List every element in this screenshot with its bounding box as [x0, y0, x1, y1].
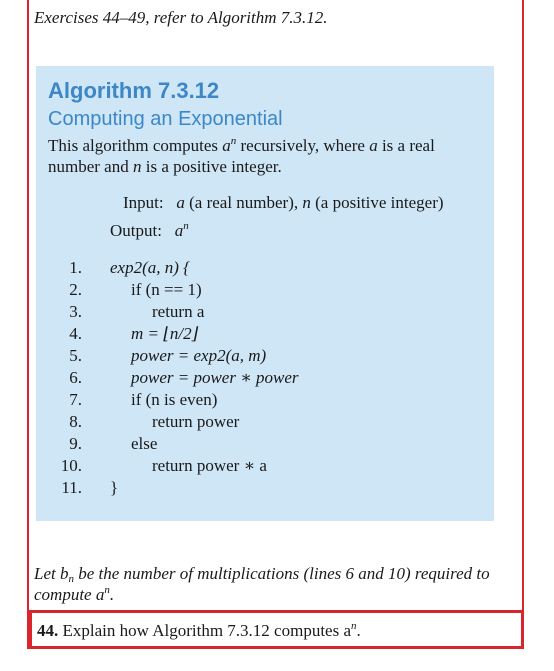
prompt-part: Let b: [34, 564, 69, 583]
line-number: 11.: [61, 478, 82, 497]
exercise-question: Explain how Algorithm 7.3.12 computes a: [58, 621, 351, 640]
desc-var-a: a: [222, 136, 231, 155]
output-var-a: a: [174, 221, 184, 240]
algorithm-input: [123, 193, 444, 213]
line-text: return a: [152, 302, 205, 321]
exercise-intro: Exercises 44–49, refer to Algorithm 7.3.12.: [34, 8, 328, 27]
desc-part: This algorithm computes: [48, 136, 223, 155]
line-number: 7.: [69, 390, 82, 409]
line-text: return power ∗ a: [152, 456, 267, 475]
line-number: 2.: [69, 280, 82, 299]
desc-part: is a positive integer.: [141, 157, 282, 176]
input-var-n: n: [302, 193, 311, 212]
line-text: power = exp2(a, m): [131, 346, 267, 365]
line-number: 6.: [69, 368, 82, 387]
input-var-a: a: [176, 193, 185, 212]
exercise-number: 44.: [37, 621, 59, 640]
prompt-part: be the number of multiplications (lines 6 and 10) required to compute a: [34, 564, 490, 604]
line-text: power = power ∗ power: [131, 368, 299, 387]
line-text: if (n == 1): [131, 280, 202, 299]
desc-var-n: n: [132, 157, 142, 176]
algorithm-output: [110, 221, 189, 241]
exercise-period: .: [356, 621, 361, 640]
output-label: Output:: [110, 221, 162, 240]
algorithm-description: [48, 135, 488, 177]
desc-var-a: a: [369, 136, 378, 155]
line-number: 9.: [69, 434, 82, 453]
prompt-subscript: n: [68, 573, 74, 585]
prompt-part: .: [109, 585, 115, 604]
desc-part: recursively, where: [236, 136, 370, 155]
input-text: (a real number),: [184, 193, 303, 212]
input-text: (a positive integer): [310, 193, 444, 212]
exercise-superscript: n: [351, 620, 357, 632]
line-text: if (n is even): [131, 390, 218, 409]
prompt-superscript: n: [104, 584, 110, 596]
line-text: exp2(a, n) {: [110, 258, 190, 277]
line-number: 8.: [69, 412, 82, 431]
exercise-44-box[interactable]: [29, 610, 524, 649]
line-text: return power: [152, 412, 240, 431]
line-text: m = ⌊n/2⌋: [131, 324, 199, 343]
exercise-prompt: [34, 563, 524, 605]
line-text: else: [131, 434, 158, 453]
algorithm-subtitle: Computing an Exponential: [48, 108, 283, 130]
algorithm-box: [36, 66, 494, 521]
algorithm-title: Algorithm 7.3.12: [48, 78, 220, 103]
desc-exp-n: n: [230, 135, 237, 147]
line-number: 3.: [69, 302, 82, 321]
output-exp-n: n: [183, 220, 189, 232]
line-number: 1.: [69, 258, 82, 277]
exercise-44-text: [37, 621, 361, 641]
line-number: 5.: [69, 346, 82, 365]
line-number: 4.: [69, 324, 82, 343]
desc-part: is a real number and: [48, 136, 435, 176]
line-number: 10.: [60, 456, 82, 475]
input-label: Input:: [123, 193, 164, 212]
line-text: }: [110, 478, 119, 497]
